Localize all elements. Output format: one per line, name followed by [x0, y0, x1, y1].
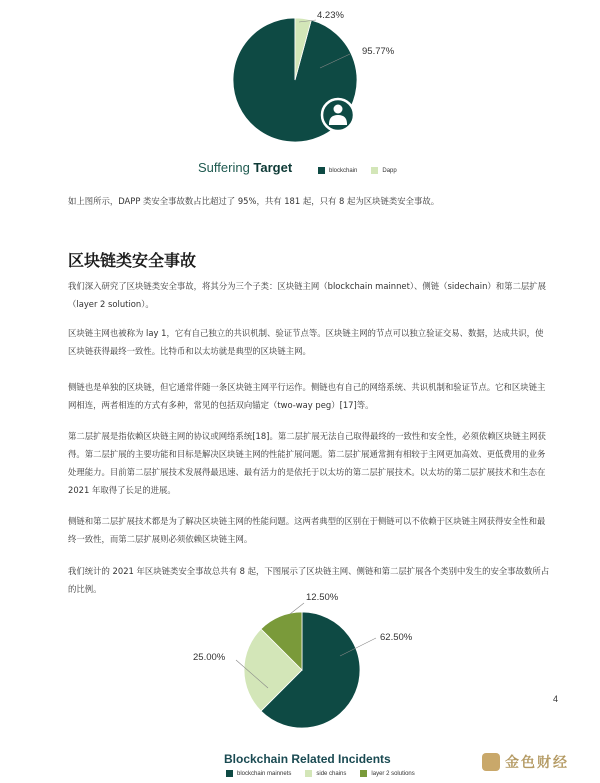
legend-item-dapp	[371, 167, 396, 174]
legend-label: blockchain mainnets	[237, 770, 292, 777]
legend-item-mainnets	[226, 770, 291, 777]
chart1-title	[198, 160, 292, 175]
para-line: 2021 年取得了长足的进展。	[68, 485, 176, 495]
legend-item-sidechains	[305, 770, 346, 777]
page-number: 4	[553, 694, 559, 704]
paragraph-1	[68, 277, 546, 313]
chart1-pie	[0, 0, 600, 150]
para-line: 侧链和第二层扩展技术都是为了解决区块链主网的性能问题。这两者典型的区别在于侧链可以不依赖于区块链主网获得安全性和最	[68, 516, 546, 526]
para-line: 侧链也是单独的区块链，但它通常伴随一条区块链主网平行运作。侧链也有自己的网络系统、共识机制和验证节点。它和区块链主	[68, 382, 546, 392]
chart1-title-b: Target	[253, 160, 293, 175]
legend-item-layer2	[360, 770, 414, 777]
legend-label: blockchain	[329, 167, 358, 174]
pct-label-layer2: 12.50%	[306, 592, 339, 603]
watermark-logo-icon	[482, 753, 500, 771]
chart1-title-a: Suffering	[198, 160, 254, 175]
legend-swatch	[360, 770, 367, 777]
para-line: 处理能力。目前第二层扩展技术发展得最迅速、最有活力的是依托于以太坊的第二层扩展技术。以太坊的第二层扩展技术和生态在	[68, 467, 546, 477]
legend-swatch	[318, 167, 325, 174]
para-line: 区块链主网也被称为 lay 1，它有自己独立的共识机制、验证节点等。区块链主网的节点可以独立验证交易、数据，达成共识，使	[68, 328, 544, 338]
para-line: 得。第二层扩展的主要功能和目标是解决区块链主网的性能扩展问题。第二层扩展通常拥有相较于主网更加高效、更低费用的业务	[68, 449, 546, 459]
legend-label: layer 2 solutions	[371, 770, 415, 777]
section-heading: 区块链类安全事故	[68, 251, 197, 270]
legend-item-blockchain	[318, 167, 357, 174]
paragraph-3	[68, 378, 545, 414]
para-line: 网相连，两者相连的方式有多种，常见的包括双向锚定（two-way peg）[17]等。	[68, 400, 374, 410]
legend-label: Dapp	[382, 167, 397, 174]
chart1-legend	[318, 167, 411, 174]
paragraph-5	[68, 512, 545, 548]
chart2-pie	[0, 590, 600, 740]
para-line: （layer 2 solution）。	[68, 299, 154, 309]
para-line: 终一致性，而第二层扩展则必须依赖区块链主网。	[68, 534, 253, 544]
para-line: 的比例。	[68, 584, 102, 594]
para-line: 我们深入研究了区块链类安全事故，将其分为三个子类：区块链主网（blockchain mainnet）、侧链（sidechain）和第二层扩展	[68, 281, 546, 291]
chart2-legend	[226, 770, 429, 777]
legend-swatch	[371, 167, 378, 174]
pct-label-dapp: 4.23%	[317, 10, 344, 21]
pct-label-sidechains: 25.00%	[193, 652, 226, 663]
legend-swatch	[305, 770, 312, 777]
legend-label: side chains	[316, 770, 347, 777]
legend-swatch	[226, 770, 233, 777]
pct-label-blockchain: 95.77%	[362, 46, 395, 57]
para-line: 第二层扩展是指依赖区块链主网的协议或网络系统[18]。第二层扩展无法自己取得最终的一致性和安全性，必须依赖区块链主网获	[68, 431, 546, 441]
paragraph-2	[68, 324, 543, 360]
watermark-text: 金色财经	[505, 755, 569, 771]
para-line: 我们统计的 2021 年区块链类安全事故总共有 8 起，下图展示了区块链主网、侧链和第二层扩展各个类别中发生的安全事故数所占	[68, 566, 550, 576]
user-icon	[322, 99, 354, 131]
paragraph-4	[68, 427, 546, 499]
chart2-title: Blockchain Related Incidents	[224, 752, 391, 766]
pct-label-mainnets: 62.50%	[380, 632, 413, 643]
watermark	[482, 752, 569, 772]
para-line: 区块链获得最终一致性。比特币和以太坊就是典型的区块链主网。	[68, 346, 311, 356]
summary-text: 如上图所示，DAPP 类安全事故数占比超过了 95%，共有 181 起，只有 8 起为区块链类安全事故。	[68, 196, 440, 206]
